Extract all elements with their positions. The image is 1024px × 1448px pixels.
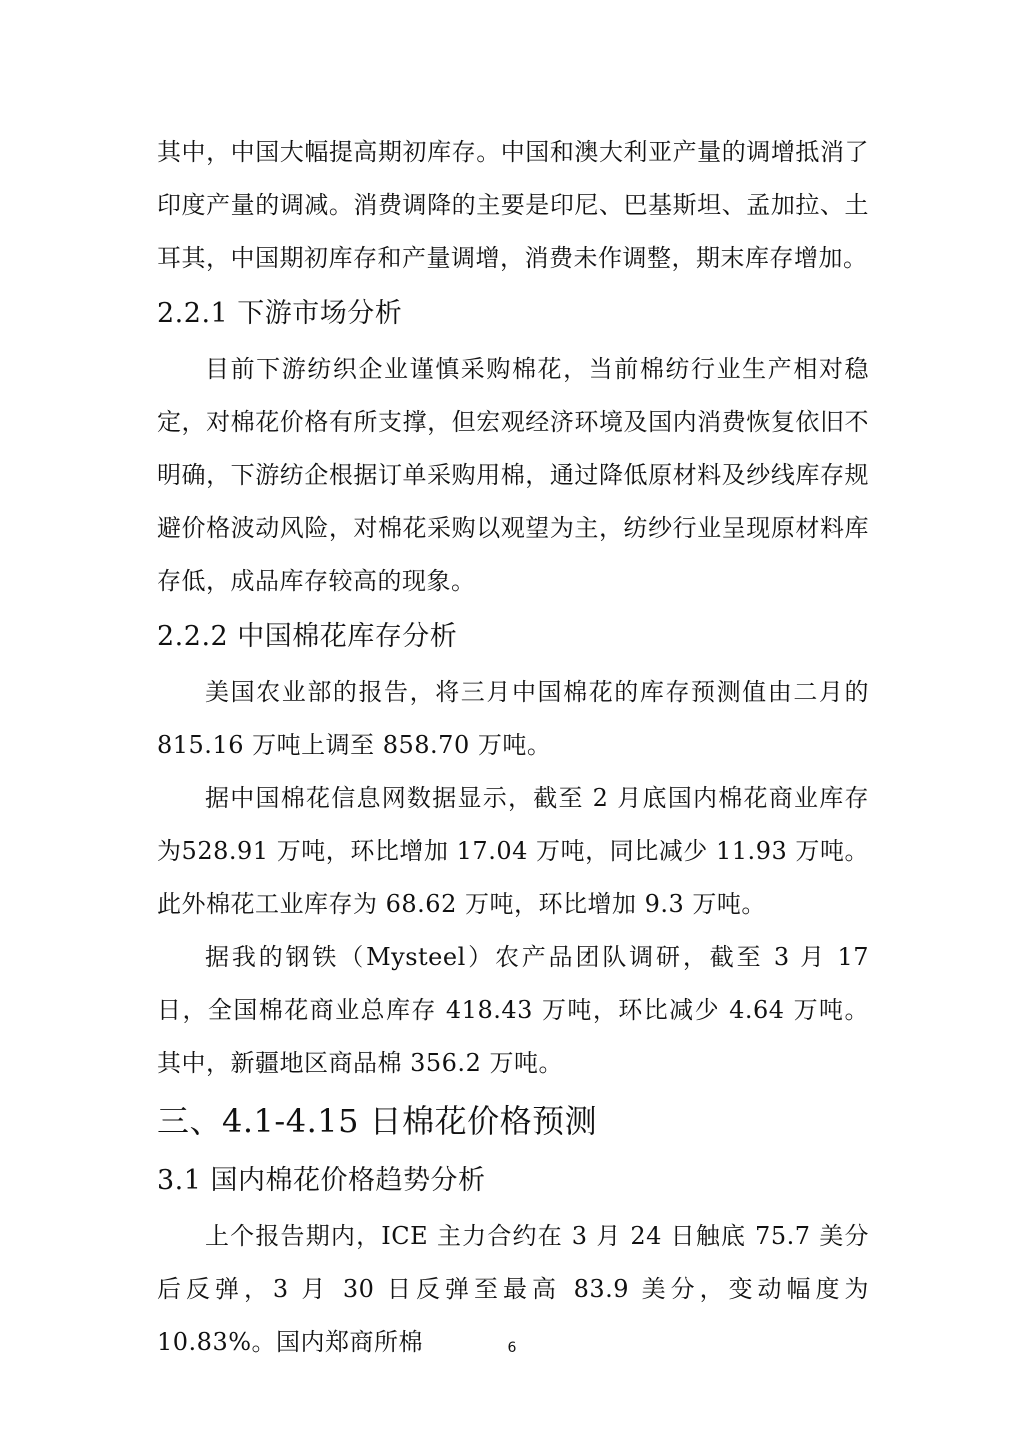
heading-2-2-2: 2.2.2 中国棉花库存分析	[157, 621, 458, 652]
paragraph-mysteel-survey: 据我的钢铁（Mysteel）农产品团队调研，截至 3 月 17 日，全国棉花商业总库存 418.43 万吨，环比减少 4.64 万吨。其中，新疆地区商品棉 356.2 万吨。	[157, 943, 869, 1077]
paragraph-downstream-market: 目前下游纺织企业谨慎采购棉花，当前棉纺行业生产相对稳定，对棉花价格有所支撑，但宏观经济环境及国内消费恢复依旧不明确，下游纺企根据订单采购用棉，通过降低原材料及纱线库存规避价格波动风险，对棉花采购以观望为主，纺纱行业呈现原材料库存低，成品库存较高的现象。	[157, 355, 869, 595]
paragraph-usda-report: 美国农业部的报告，将三月中国棉花的库存预测值由二月的815.16 万吨上调至 858.70 万吨。	[157, 678, 869, 759]
page-content	[157, 126, 869, 1369]
paragraph-price-trend: 上个报告期内，ICE 主力合约在 3 月 24 日触底 75.7 美分后反弹，3 月 30 日反弹至最高 83.9 美分，变动幅度为 10.83%。国内郑商所棉	[157, 1222, 869, 1356]
paragraph-commercial-inventory: 据中国棉花信息网数据显示，截至 2 月底国内棉花商业库存为528.91 万吨，环比增加 17.04 万吨，同比减少 11.93 万吨。此外棉花工业库存为 68.62 万吨，环比增加 9.3 万吨。	[157, 784, 869, 918]
heading-3-1: 3.1 国内棉花价格趋势分析	[157, 1165, 486, 1196]
paragraph-intro: 其中，中国大幅提高期初库存。中国和澳大利亚产量的调增抵消了印度产量的调减。消费调降的主要是印尼、巴基斯坦、孟加拉、土耳其，中国期初库存和产量调增，消费未作调整，期末库存增加。	[157, 138, 869, 272]
page-number: 6	[507, 1340, 517, 1356]
heading-2-2-1: 2.2.1 下游市场分析	[157, 298, 403, 329]
heading-section-3: 三、4.1-4.15 日棉花价格预测	[157, 1102, 598, 1140]
